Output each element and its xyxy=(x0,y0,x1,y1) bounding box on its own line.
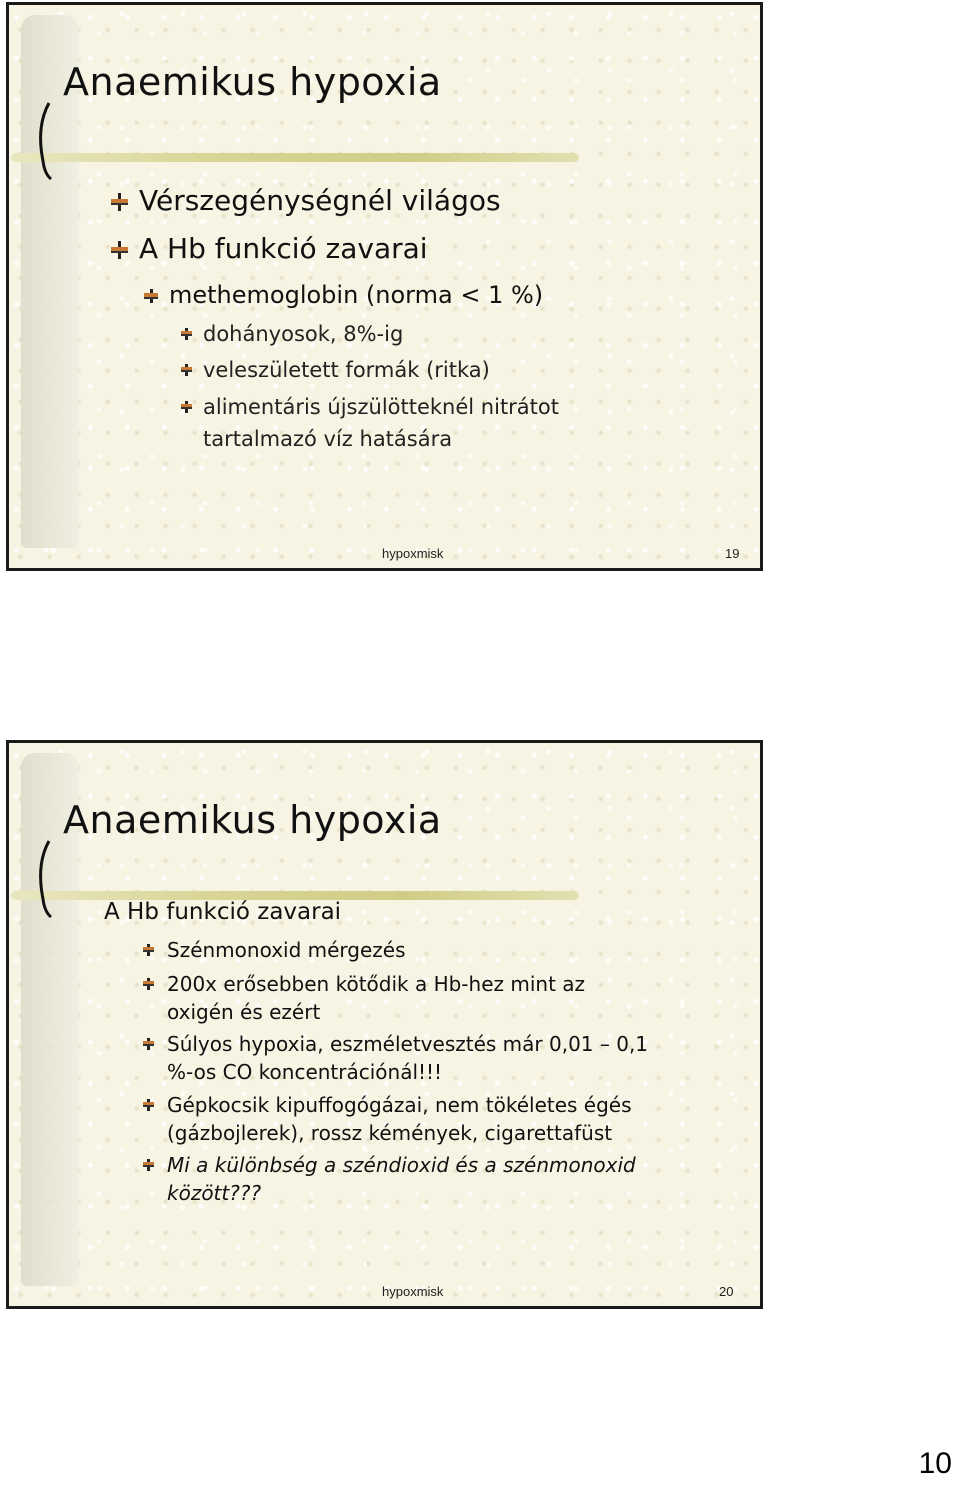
bullet-text: A Hb funkció zavarai xyxy=(139,232,428,265)
title-underline xyxy=(11,153,579,162)
pin-bullet-icon xyxy=(143,288,159,304)
bullet-text: Gépkocsik kipuffogógázai, nem tökéletes égés (gázbojlerek), rossz kémények, cigarettafüst xyxy=(167,1093,632,1145)
bullet-item xyxy=(180,391,559,455)
bullet-text: Mi a különbség a széndioxid és a szénmonoxid között??? xyxy=(167,1153,636,1205)
page-number: 10 xyxy=(918,1447,952,1480)
bullet-text: Súlyos hypoxia, eszméletvesztés már 0,01 – 0,1 %-os CO koncentrációnál!!! xyxy=(167,1032,649,1084)
pin-bullet-icon xyxy=(142,1037,155,1051)
slide-number: 20 xyxy=(719,1284,734,1299)
bullet-item xyxy=(142,1151,636,1207)
brace-icon xyxy=(31,101,61,181)
slide-20 xyxy=(6,740,763,1309)
slide-title: Anaemikus hypoxia xyxy=(63,60,442,104)
slide-number: 19 xyxy=(725,546,740,561)
brace-icon xyxy=(31,839,61,919)
pin-bullet-icon xyxy=(142,1158,155,1172)
pin-bullet-icon xyxy=(180,363,193,377)
pin-bullet-icon xyxy=(109,240,129,260)
pin-bullet-icon xyxy=(142,1098,155,1112)
slide-footer: hypoxmisk xyxy=(382,546,444,561)
pin-bullet-icon xyxy=(180,327,193,341)
bullet-item xyxy=(142,970,585,1026)
slide-19 xyxy=(6,2,763,571)
bullet-item xyxy=(180,318,403,350)
bullet-item xyxy=(142,936,406,964)
slide-title: Anaemikus hypoxia xyxy=(63,798,442,842)
bullet-text: Vérszegénységnél világos xyxy=(139,184,501,217)
bullet-text: veleszületett formák (ritka) xyxy=(203,358,490,382)
bullet-text: methemoglobin (norma < 1 %) xyxy=(169,281,544,309)
pin-bullet-icon xyxy=(142,977,155,991)
bullet-item xyxy=(109,232,428,266)
bullet-text: alimentáris újszülötteknél nitrátot tartalmazó víz hatására xyxy=(203,395,559,451)
bullet-item xyxy=(142,1091,632,1147)
pin-bullet-icon xyxy=(109,192,129,212)
pin-bullet-icon xyxy=(180,400,193,414)
bullet-text: Szénmonoxid mérgezés xyxy=(167,938,406,962)
bullet-text: 200x erősebben kötődik a Hb-hez mint az oxigén és ezért xyxy=(167,972,586,1024)
bullet-item xyxy=(143,280,543,310)
bullet-text: dohányosok, 8%-ig xyxy=(203,322,404,346)
bullet-item xyxy=(180,354,490,386)
slide-heading: A Hb funkció zavarai xyxy=(104,899,342,925)
slide-footer: hypoxmisk xyxy=(382,1284,444,1299)
pin-bullet-icon xyxy=(142,943,155,957)
bullet-item xyxy=(142,1030,648,1086)
bullet-item xyxy=(109,184,501,218)
